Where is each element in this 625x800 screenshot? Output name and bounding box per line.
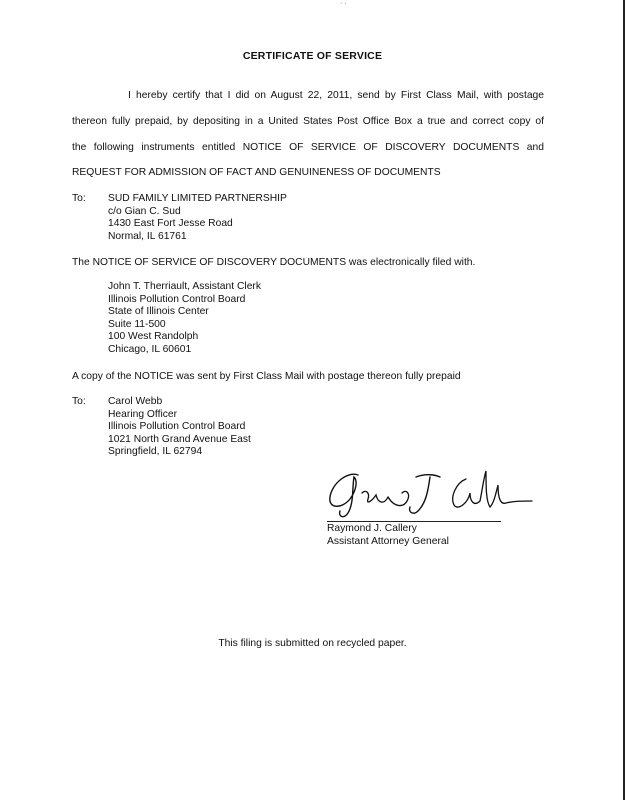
clerk-line: Chicago, IL 60601: [108, 343, 192, 355]
paragraph-line-4: REQUEST FOR ADMISSION OF FACT AND GENUINENESS OF DOCUMENTS: [72, 167, 441, 178]
recycled-paper-note: This filing is submitted on recycled paper.: [218, 638, 407, 649]
clerk-line: Suite 11-500: [108, 318, 166, 330]
copy-sentence: A copy of the NOTICE was sent by First Class Mail with postage thereon fully prepaid: [72, 371, 461, 382]
recipient2-line: Illinois Pollution Control Board: [108, 421, 246, 433]
recipient2-line: Carol Webb: [108, 396, 163, 407]
recipient1-line: SUD FAMILY LIMITED PARTNERSHIP: [108, 193, 287, 204]
certificate-title: CERTIFICATE OF SERVICE: [242, 50, 383, 62]
paragraph-line-2: thereon fully prepaid, by depositing in a United States Post Office Box a true and correct copy of: [72, 116, 544, 127]
paragraph-line-3: the following instruments entitled NOTICE OF SERVICE OF DISCOVERY DOCUMENTS and: [72, 142, 544, 153]
clerk-line: 100 West Randolph: [108, 331, 199, 343]
recipient1-line: 1430 East Fort Jesse Road: [108, 218, 233, 230]
recipient1-line: c/o Gian C. Sud: [108, 205, 181, 217]
signer-title: Assistant Attorney General: [327, 535, 449, 547]
filed-sentence: The NOTICE OF SERVICE OF DISCOVERY DOCUMENTS was electronically filed with.: [72, 257, 476, 268]
clerk-line: John T. Therriault, Assistant Clerk: [108, 281, 261, 292]
handwritten-signature: [318, 463, 533, 523]
clerk-address: [108, 281, 261, 357]
recipient2-line: Springfield, IL 62794: [108, 446, 203, 458]
recipient2-line: Hearing Officer: [108, 408, 178, 420]
clerk-line: State of Illinois Center: [108, 306, 209, 318]
recipient1-label: To:: [72, 193, 86, 204]
recipient1-line: Normal, IL 61761: [108, 230, 187, 242]
signer-name: Raymond J. Callery: [327, 523, 417, 534]
signer-block: [327, 523, 449, 548]
recipient2-label: To:: [72, 396, 86, 407]
signature-line: [327, 521, 501, 522]
clerk-line: Illinois Pollution Control Board: [108, 293, 246, 305]
scan-mark: · ·: [340, 0, 347, 7]
paragraph-line-1: I hereby certify that I did on August 22, 2011, send by First Class Mail, with postage: [128, 90, 544, 101]
recipient2-address: [108, 396, 251, 459]
recipient2-line: 1021 North Grand Avenue East: [108, 433, 251, 445]
recipient1-address: [108, 193, 287, 243]
